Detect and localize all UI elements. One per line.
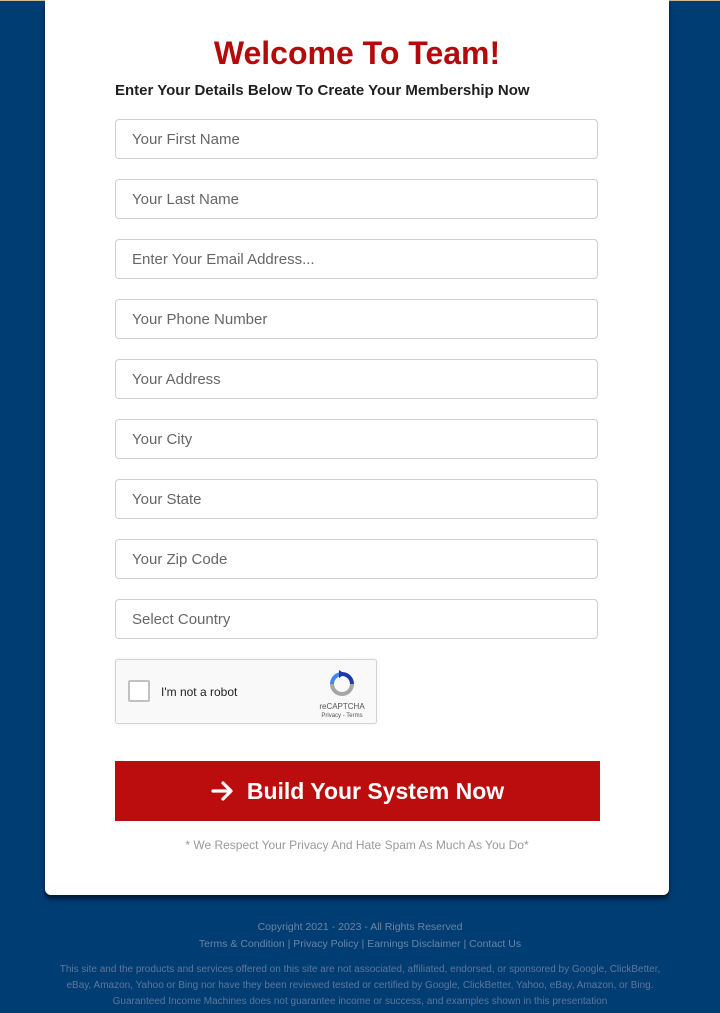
recaptcha-checkbox[interactable] bbox=[128, 680, 150, 702]
footer-disclaimer: This site and the products and services offered on this site are not associated, affiliated, endorsed, or sponsored by Google, ClickBetter, eBay, Amazon, Yahoo or Bing nor have they been reviewed tested or certified by Google, ClickBetter, Yahoo, eBay, Amazon, or Bing. Guaranteed Income Machines does not guarantee income or success, and examples shown in this presentation bbox=[59, 964, 661, 1007]
footer-link-contact[interactable]: Contact Us bbox=[469, 938, 522, 950]
state-input[interactable] bbox=[115, 479, 598, 519]
signup-card bbox=[45, 0, 669, 895]
footer-link-privacy[interactable]: Privacy Policy bbox=[293, 938, 359, 950]
recaptcha-logo-icon bbox=[326, 669, 358, 699]
build-system-button[interactable] bbox=[115, 761, 600, 821]
footer-link-earnings[interactable]: Earnings Disclaimer bbox=[367, 938, 461, 950]
zip-code-input[interactable] bbox=[115, 539, 598, 579]
recaptcha-widget bbox=[115, 659, 377, 724]
copyright-text: Copyright 2021 - 2023 - All Rights Reserved bbox=[257, 921, 463, 933]
page-title: Welcome To Team! bbox=[213, 35, 501, 71]
country-select[interactable] bbox=[115, 599, 598, 639]
footer bbox=[0, 919, 720, 953]
arrow-right-icon bbox=[211, 780, 235, 802]
recaptcha-brand: reCAPTCHA bbox=[319, 702, 365, 711]
recaptcha-label: I'm not a robot bbox=[161, 685, 238, 699]
last-name-input[interactable] bbox=[115, 179, 598, 219]
form-subtitle: Enter Your Details Below To Create Your Membership Now bbox=[115, 82, 530, 99]
footer-link-terms[interactable]: Terms & Condition bbox=[198, 938, 285, 950]
phone-input[interactable] bbox=[115, 299, 598, 339]
email-input[interactable] bbox=[115, 239, 598, 279]
footer-links: Terms & Condition | Privacy Policy | Earnings Disclaimer | Contact Us bbox=[198, 938, 522, 950]
address-input[interactable] bbox=[115, 359, 598, 399]
city-input[interactable] bbox=[115, 419, 598, 459]
privacy-note: * We Respect Your Privacy And Hate Spam As Much As You Do* bbox=[185, 838, 529, 852]
first-name-input[interactable] bbox=[115, 119, 598, 159]
recaptcha-terms-link[interactable]: Privacy - Terms bbox=[321, 713, 363, 719]
build-system-button-label: Build Your System Now bbox=[246, 777, 505, 804]
